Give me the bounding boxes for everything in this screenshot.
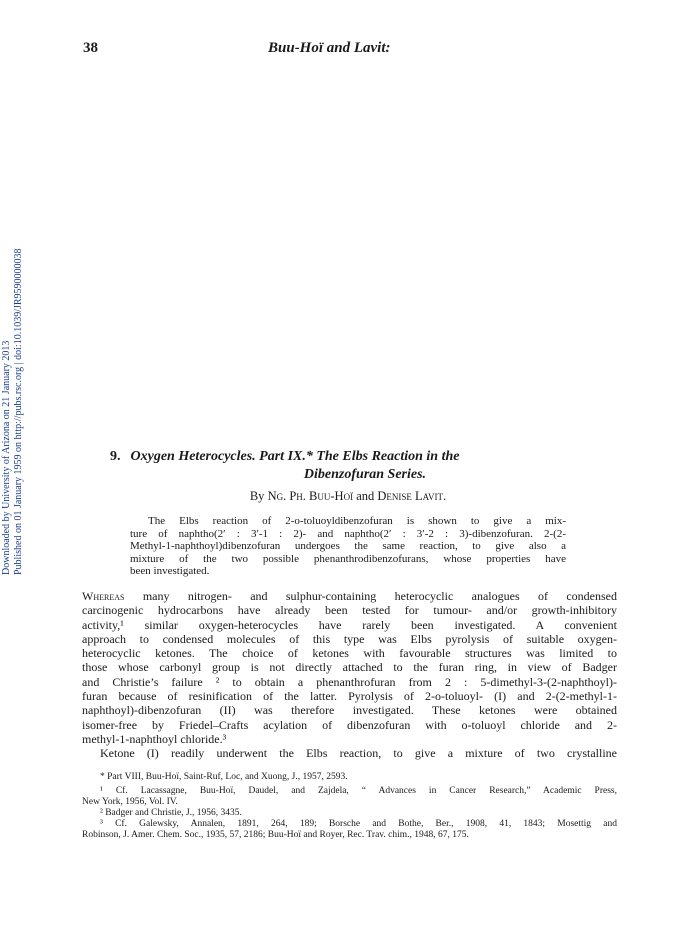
author-1: Ng. Ph. Buu-Hoï — [267, 489, 354, 503]
body-line: heterocyclic ketones. The choice of ketones with favourable structures was limited to — [82, 646, 617, 661]
footnote-line: ¹ Cf. Lacassagne, Buu-Hoï, Daudel, and Zajdela, “ Advances in Cancer Research,” Academic Press, — [100, 786, 617, 796]
article-number: 9. — [110, 449, 121, 464]
body-line: Whereas many nitrogen- and sulphur-containing heterocyclic analogues of condensed — [82, 589, 617, 603]
footnote-line: Robinson, J. Amer. Chem. Soc., 1935, 57, 2186; Buu-Hoï and Royer, Rec. Trav. chim., 1948, 67, 175. — [82, 830, 469, 840]
abstract-line: Methyl-1-naphthoyl)dibenzofuran undergoes the same reaction, to give also a — [130, 540, 566, 552]
running-head: Buu-Hoï and Lavit: — [268, 40, 391, 56]
body-line: isomer-free by Friedel–Crafts acylation of dibenzofuran with o-toluoyl chloride and 2- — [82, 717, 617, 732]
footnotes — [82, 772, 617, 841]
lead-word: Whereas — [82, 589, 125, 603]
abstract — [130, 515, 566, 578]
body-line: activity,¹ similar oxygen-heterocycles have rarely been investigated. A convenient — [82, 617, 617, 632]
byline — [0, 489, 696, 504]
abstract-line: ture of naphtho(2′ : 3′-1 : 2)- and naphtho(2′ : 3′-2 : 3)-dibenzofuran. 2-(2- — [130, 527, 566, 540]
article-title-line-1: Oxygen Heterocycles. Part IX.* The Elbs Reaction in the — [130, 449, 460, 464]
footnote-line: New York, 1956, Vol. IV. — [82, 797, 178, 807]
body-text — [82, 589, 617, 761]
article-title — [110, 449, 580, 483]
body-line: Ketone (I) readily underwent the Elbs reaction, to give a mixture of two crystalline — [100, 746, 617, 761]
margin-stamp-publication-line: Published on 01 January 1959 on http://pubs.rsc.org | doi:10.1039/JR9590000038 — [13, 248, 24, 575]
footnote-line: * Part VIII, Buu-Hoï, Saint-Ruf, Loc, and Xuong, J., 1957, 2593. — [100, 772, 348, 782]
margin-stamp — [0, 0, 24, 935]
byline-and: and — [356, 489, 375, 503]
abstract-line: The Elbs reaction of 2-o-toluoyldibenzofuran is shown to give a mix- — [148, 515, 566, 527]
body-line: methyl-1-naphthoyl chloride.³ — [82, 731, 227, 746]
body-line: those whose carbonyl group is not directly attached to the furan ring, in view of Badger — [82, 660, 617, 675]
footnote-line: ³ Cf. Galewsky, Annalen, 1891, 264, 189; Borsche and Bothe, Ber., 1908, 41, 1843; Mosettig and — [100, 819, 617, 829]
author-2: Denise Lavit. — [377, 489, 447, 503]
byline-by: By — [249, 489, 265, 503]
margin-stamp-download-line: Downloaded by University of Arizona on 21 January 2013 — [1, 340, 12, 575]
footnote-line: ² Badger and Christie, J., 1956, 3435. — [100, 808, 242, 818]
body-line: and Christie’s failure ² to obtain a phenanthrofuran from 2 : 5-dimethyl-3-(2-naphthoyl)- — [82, 674, 617, 689]
abstract-line: mixture of the two possible phenanthrodibenzofurans, whose properties have — [130, 552, 566, 565]
body-line: furan because of resinification of the latter. Pyrolysis of 2-o-toluoyl- (I) and 2-(2-methyl-1- — [82, 689, 617, 704]
abstract-line: been investigated. — [130, 565, 210, 577]
body-line: naphthoyl)-dibenzofuran (II) was therefore investigated. These ketones were obtained — [82, 703, 617, 718]
page-number: 38 — [83, 40, 98, 56]
body-line: approach to condensed molecules of this type was Elbs pyrolysis of suitable oxygen- — [82, 631, 617, 646]
article-title-line-2: Dibenzofuran Series. — [303, 467, 427, 482]
body-line: carcinogenic hydrocarbons have already been tested for tumour- and/or growth-inhibitory — [82, 603, 617, 618]
